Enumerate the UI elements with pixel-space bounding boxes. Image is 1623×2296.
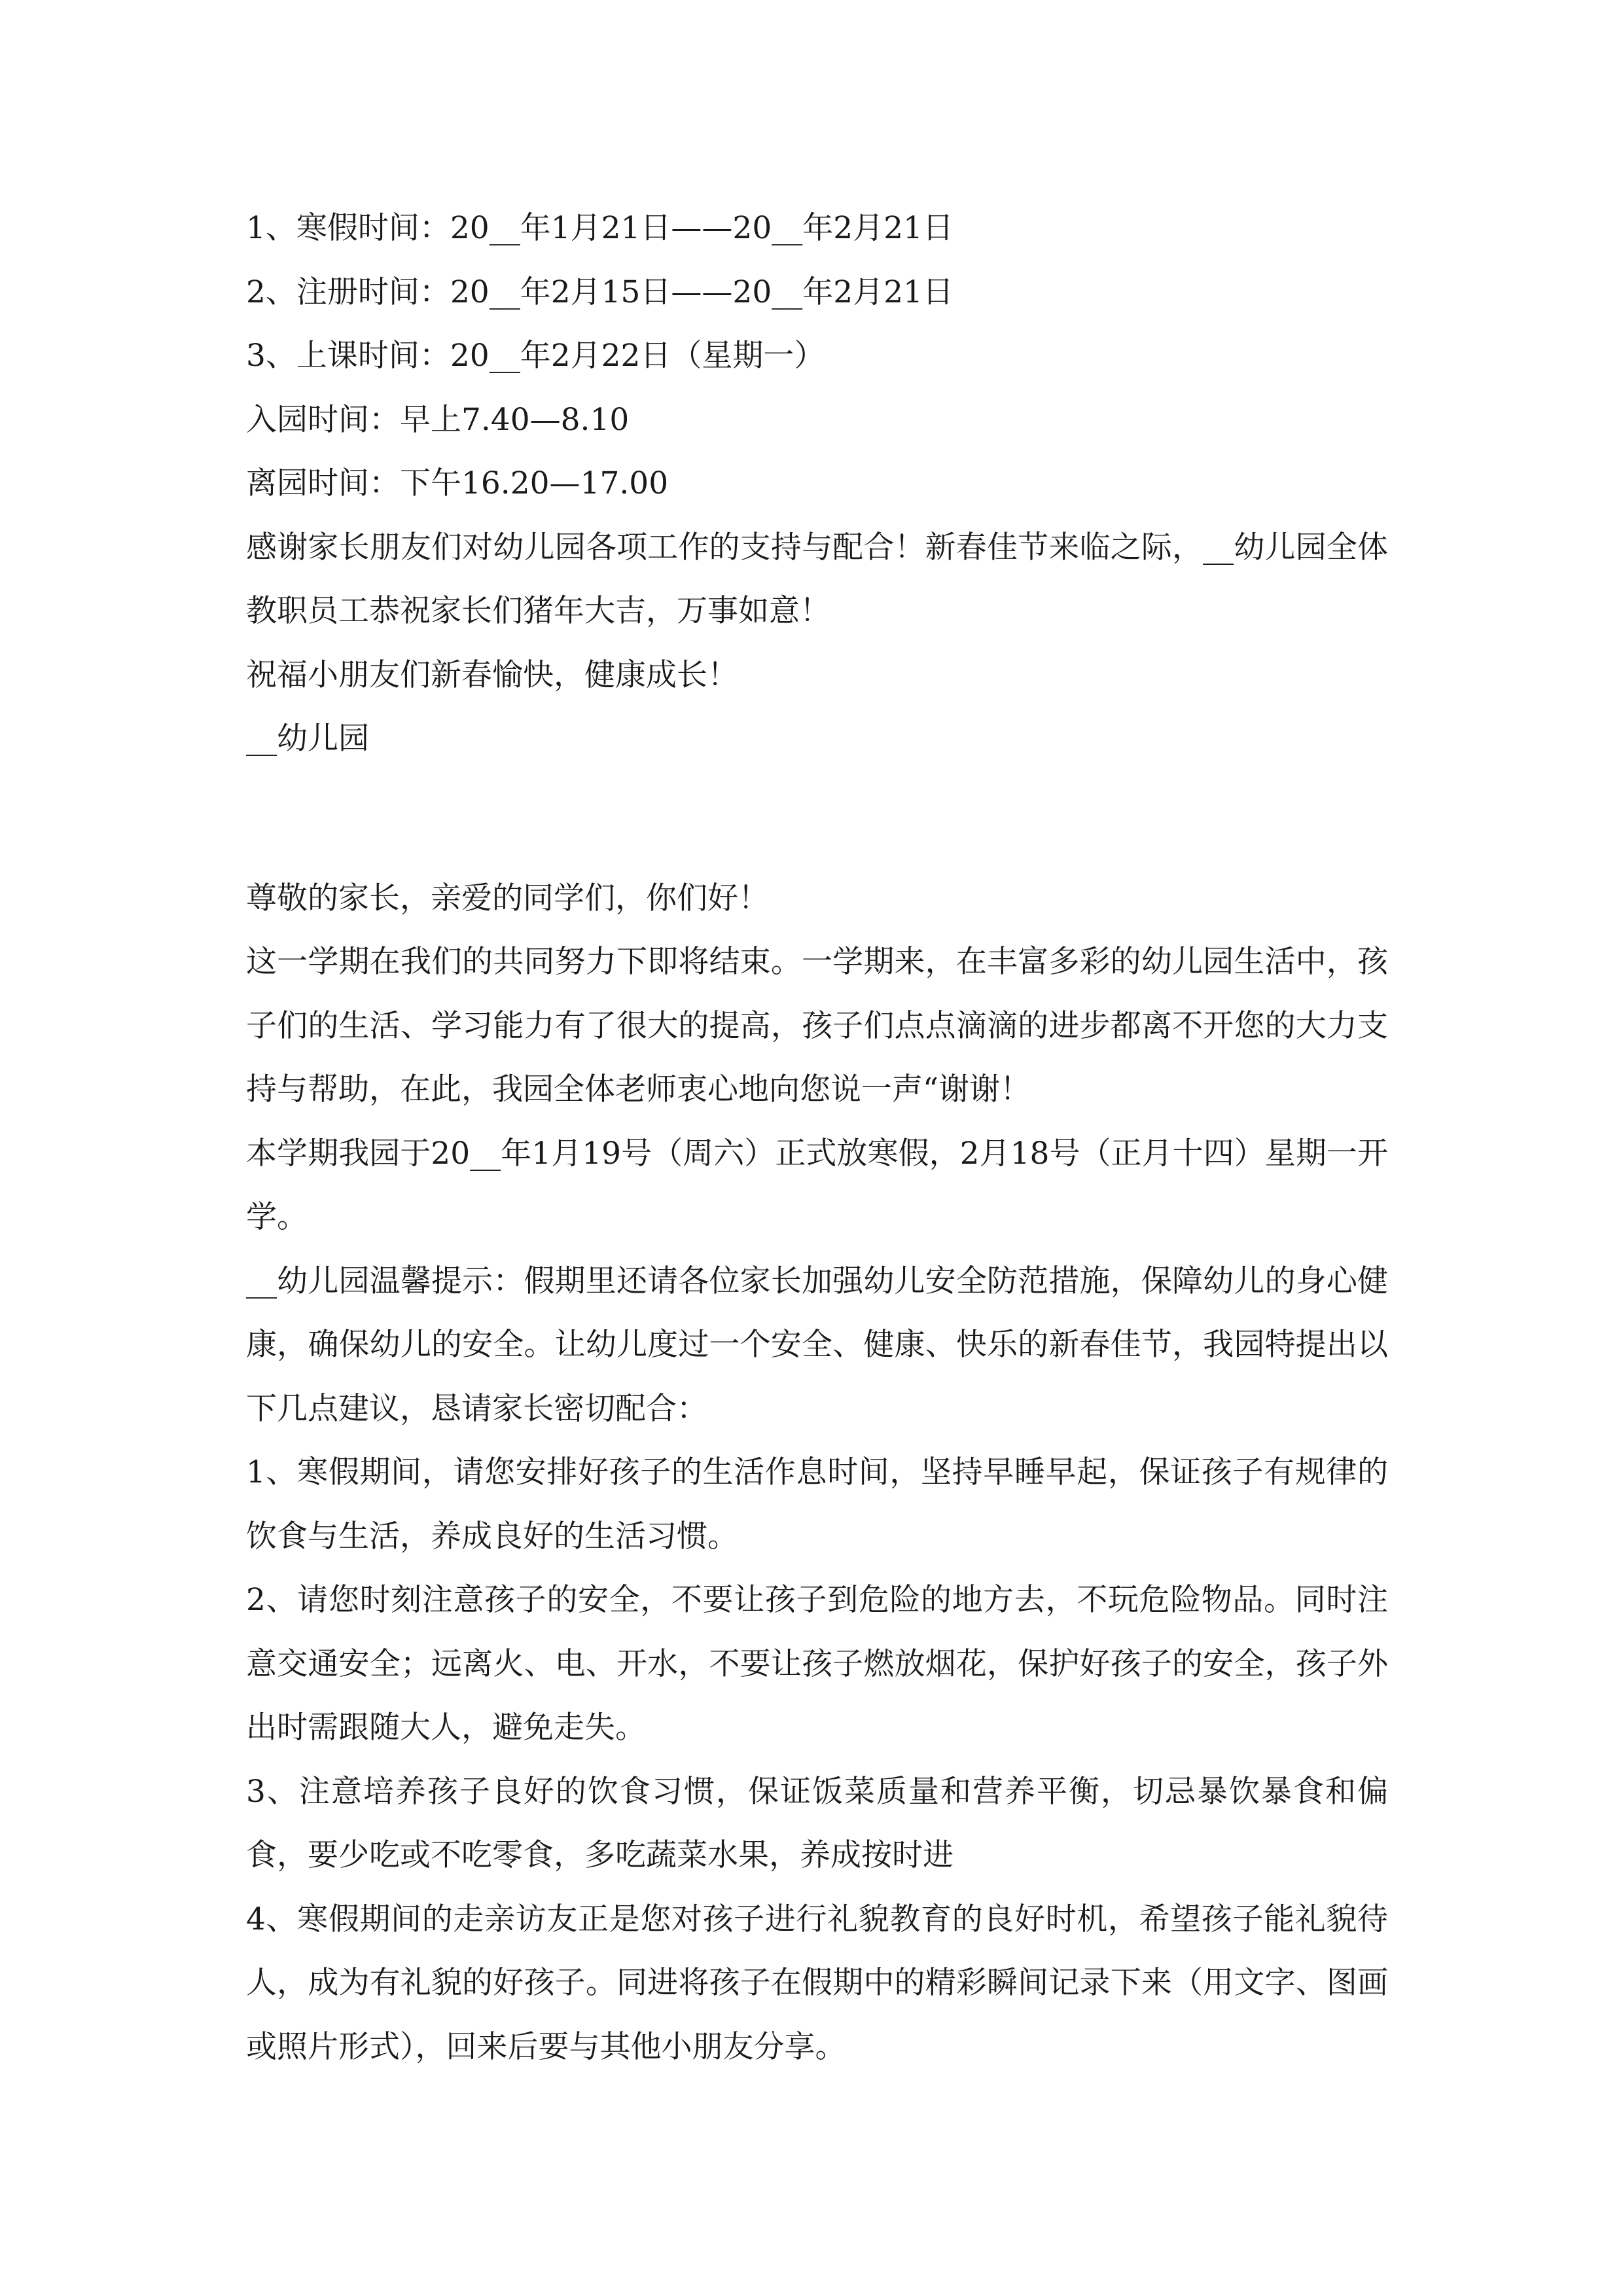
class-start-date: 3、上课时间：20__年2月22日（星期一） [246, 338, 825, 374]
suggestion-1: 1、寒假期间，请您安排好孩子的生活作息时间，坚持早睡早起，保证孩子有规律的饮食与生活，养成良好的生活习惯。 [246, 1454, 1388, 1554]
document-body [246, 196, 1388, 2079]
signature-kindergarten: __幼儿园 [246, 721, 369, 757]
registration-dates: 2、注册时间：20__年2月15日——20__年2月21日 [246, 274, 954, 310]
intro-paragraph: 这一学期在我们的共同努力下即将结束。一学期来，在丰富多彩的幼儿园生活中，孩子们的生活、学习能力有了很大的提高，孩子们点点滴滴的进步都离不开您的大力支持与帮助，在此，我园全体老师衷心地向您说一声“谢谢！ [246, 944, 1388, 1107]
departure-time: 离园时间：下午16.20—17.00 [246, 465, 669, 501]
suggestion-2: 2、请您时刻注意孩子的安全，不要让孩子到危险的地方去，不玩危险物品。同时注意交通安全；远离火、电、开水，不要让孩子燃放烟花，保护好孩子的安全，孩子外出时需跟随大人，避免走失。 [246, 1582, 1388, 1746]
letter-section [246, 867, 1388, 2079]
greeting: 尊敬的家长，亲爱的同学们，你们好！ [246, 880, 769, 916]
arrival-time: 入园时间：早上7.40—8.10 [246, 401, 630, 438]
section-gap [246, 771, 1388, 867]
safety-reminder: __幼儿园温馨提示：假期里还请各位家长加强幼儿安全防范措施，保障幼儿的身心健康，确保幼儿的安全。让幼儿度过一个安全、健康、快乐的新春佳节，我园特提出以下几点建议，恳请家长密切配合： [246, 1263, 1388, 1427]
suggestion-4: 4、寒假期间的走亲访友正是您对孩子进行礼貌教育的良好时机，希望孩子能礼貌待人，成为有礼貌的好孩子。同进将孩子在假期中的精彩瞬间记录下来（用文字、图画或照片形式），回来后要与其他小朋友分享。 [246, 1901, 1388, 2065]
holiday-announcement: 本学期我园于20__年1月19号（周六）正式放寒假，2月18号（正月十四）星期一开学。 [246, 1135, 1388, 1235]
suggestion-3: 3、注意培养孩子良好的饮食习惯，保证饭菜质量和营养平衡，切忌暴饮暴食和偏食，要少吃或不吃零食，多吃蔬菜水果，养成按时进 [246, 1773, 1388, 1873]
schedule-section [246, 196, 1388, 771]
winter-break-dates: 1、寒假时间：20__年1月21日——20__年2月21日 [246, 210, 954, 246]
thanks-paragraph: 感谢家长朋友们对幼儿园各项工作的支持与配合！新春佳节来临之际，__幼儿园全体教职员工恭祝家长们猪年大吉，万事如意！ [246, 529, 1388, 629]
blessing-line: 祝福小朋友们新春愉快，健康成长！ [246, 656, 738, 693]
